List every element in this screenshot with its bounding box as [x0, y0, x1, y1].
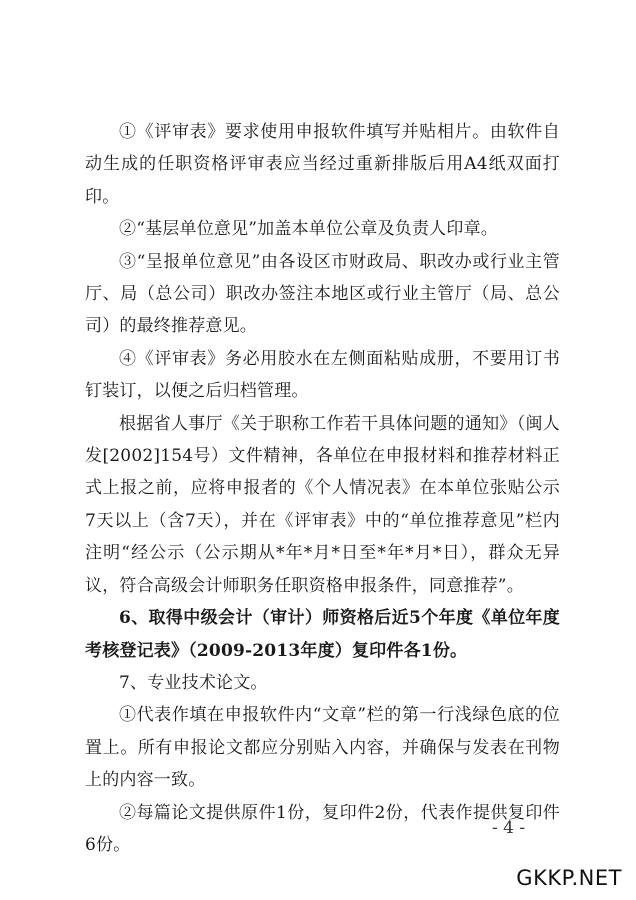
page-number: - 4 -	[492, 818, 526, 838]
paragraph-grassroots-opinion: ②“基层单位意见”加盖本单位公章及负责人印章。	[119, 219, 498, 240]
paragraph-item-6-assessment-forms: 6、取得中级会计（审计）师资格后近5个年度《单位年度考核登记表》（2009-2013年度）复印件各1份。	[85, 608, 560, 661]
paragraph-submitting-unit-opinion: ③“呈报单位意见”由各设区市财政局、职改办或行业主管厅、局（总公司）职改办签注本地区或行业主管厅（局、总公司）的最终推荐意见。	[85, 251, 560, 337]
paragraph-binding-instructions: ④《评审表》务必用胶水在左侧面粘贴成册，不要用订书钉装订，以便之后归档管理。	[85, 348, 560, 402]
paragraph-item-7-heading: 7、专业技术论文。	[119, 672, 268, 693]
paragraph-paper-copies: ②每篇论文提供原件1份，复印件2份，代表作提供复印件6份。	[85, 802, 560, 855]
paragraph-evaluation-form-software: ①《评审表》要求使用申报软件填写并贴相片。由软件自动生成的任职资格评审表应当经过重新排版后用A4纸双面打印。	[85, 122, 560, 207]
document-body	[85, 116, 560, 861]
watermark: GKKP.NET	[516, 866, 622, 890]
paragraph-publicity-requirement: 根据省人事厅《关于职称工作若干具体问题的通知》（闽人发[2002]154号）文件精神，各单位在申报材料和推荐材料正式上报之前，应将申报者的《个人情况表》在本单位张贴公示7天以上（含7天），并在《评审表》中的“单位推荐意见”栏内注明“经公示（公示期从*年*月*日至*年*月*日），群众无异议，符合高级会计师职务任职资格申报条件，同意推荐”。	[85, 413, 560, 596]
paragraph-representative-paper: ①代表作填在申报软件内“文章”栏的第一行浅绿色底的位置上。所有申报论文都应分别贴入内容，并确保与发表在刊物上的内容一致。	[85, 705, 560, 791]
